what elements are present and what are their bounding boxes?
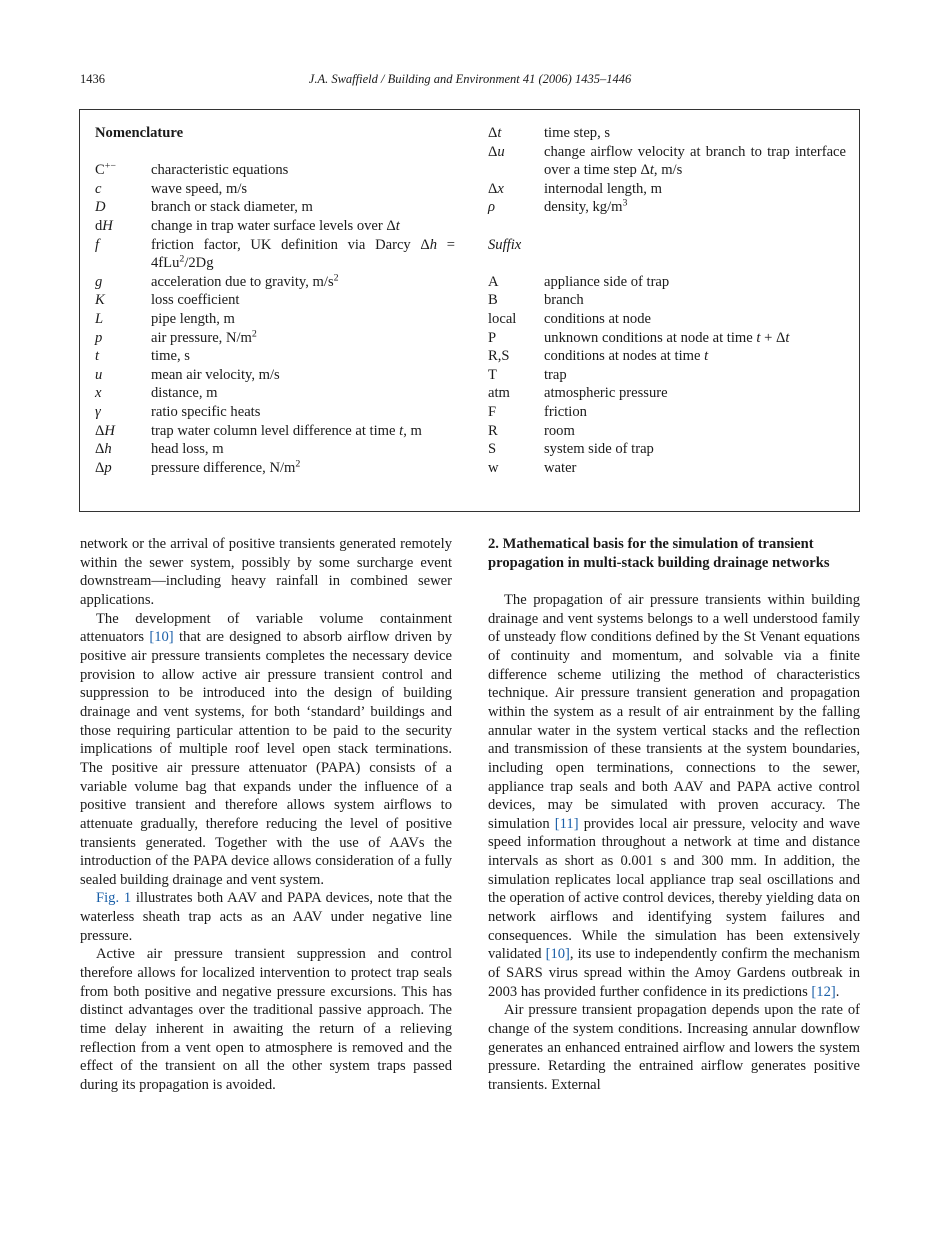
nom-row: Δx internodal length, m (488, 180, 662, 197)
right-text-column (488, 535, 860, 1095)
nom-row: Δt time step, s (488, 125, 611, 141)
citation-link[interactable]: [10] (149, 629, 174, 646)
nomenclature-right-column (488, 124, 846, 477)
suffix-row: S system side of trap (488, 441, 654, 458)
section-heading: 2. Mathematical basis for the simulation of transient propagation in multi-stack building drainage networks (488, 536, 830, 571)
left-text-column (80, 535, 452, 1095)
nom-row: K loss coefficient (95, 292, 240, 309)
nom-row: p air pressure, $N/m^2$ (95, 328, 257, 346)
paragraph: network or the arrival of positive transients generated remotely within the sewer system, possibly by some surcharge event downstream—including heavy rainfall in combined sewer applications. (80, 536, 452, 608)
paragraph: The propagation of air pressure transients within building drainage and vent systems belongs to a well understood family of unsteady flow conditions defined by the St Venant equations of continuity and momentum, and solvable via a finite difference scheme utilizing the method of characteristics technique. Air pressure transient generation and propagation within the system as a result of air entrainment by the falling annular water in the system vertical stacks and the reflection and transmission of these transients at the system boundaries, including open terminations, connections to the sewer, appliance trap seals and both AAV and PAPA active control devices, may be simulated with proven accuracy. The simulation [11] provides local air pressure, velocity and wave speed information throughout a network at time and distance intervals as short as 0.001 s and 300 mm. In addition, the simulation replicates local appliance trap seal oscillations and the operation of active control devices, thereby yielding data on network airflows and identifying system failures and consequences. While the simulation has been extensively validated [10], its use to independently confirm the mechanism of SARS virus spread within the Amoy Gardens outbreak in 2003 has provided further confidence in its predictions [12]. (488, 591, 861, 1000)
suffix-row: T trap (488, 366, 567, 383)
nom-row: g acceleration due to gravity, $m/s^2$ (95, 272, 339, 290)
running-title: J.A. Swaffield / Building and Environment 41 (2006) 1435–1446 (308, 72, 632, 86)
paragraph: The development of variable volume containment attenuators [10] that are designed to absorb airflow driven by positive air pressure transients completes the necessary device provision to allow active air pressure transient control and suppression to be introduced into the design of building drainage and vent systems, for both ‘standard’ buildings and those requiring particular attention to be paid to the security implications of multiple roof level open stack terminations. The positive air pressure attenuator (PAPA) consists of a variable volume bag that expands under the influence of a positive transient and therefore allows system airflows to attenuate gradually, therefore reducing the level of positive transients generated. Together with the use of AAVs the introduction of the PAPA device allows consideration of a fully sealed building drainage and vent system. (80, 610, 452, 888)
nom-row: ρ density, $kg/m^3$ (488, 197, 628, 216)
suffix-row: F friction (488, 403, 587, 420)
suffix-row: w water (488, 459, 577, 476)
nom-row: dH change in trap water surface levels over Δt (95, 217, 400, 234)
nom-row: L pipe length, m (95, 310, 235, 327)
nomenclature-title: Nomenclature (95, 125, 184, 141)
suffix-row: atm atmospheric pressure (488, 385, 668, 402)
nom-row: Δu change airflow velocity at branch to trap interface over a time step Δt, m/s (488, 143, 846, 179)
nom-row: t time, s (95, 348, 190, 365)
paragraph: Fig. 1 illustrates both AAV and PAPA devices, note that the waterless sheath trap acts as an AAV under negative line pressure. (80, 890, 452, 944)
figure-link[interactable]: Fig. 1 (96, 890, 132, 907)
suffix-row: R room (488, 422, 575, 439)
suffix-row: P unknown conditions at node at time t + Δt (488, 329, 790, 346)
nom-row: D branch or stack diameter, m (95, 199, 313, 216)
page-number: 1436 (80, 72, 105, 86)
nom-row: x distance, m (95, 385, 218, 402)
suffix-row: R,S conditions at nodes at time t (488, 348, 709, 365)
nom-row: γ ratio specific heats (95, 403, 261, 420)
nom-row: C+− characteristic equations (95, 160, 289, 179)
citation-link[interactable]: [11] (554, 815, 579, 832)
nom-row: Δp pressure difference, $N/m^2$ (95, 458, 301, 476)
citation-link[interactable]: [12] (811, 983, 836, 1000)
paragraph: Active air pressure transient suppression and control therefore allows for localized intervention to protect trap seals from both positive and negative pressure excursions. This has distinct advantages over the traditional passive approach. The time delay inherent in awaiting the return of a relieving reflection from a vent open to atmosphere is removed and the effect of the transient on all the other system traps passed during its propagation is avoided. (80, 946, 452, 1094)
suffix-title: Suffix (488, 236, 522, 253)
paragraph: Air pressure transient propagation depends upon the rate of change of the system conditions. Increasing annular downflow generates an enhanced entrained airflow and lowers the system pressure. Retarding the entrained airflow generates positive transients. External (488, 1002, 860, 1094)
nom-row: u mean air velocity, m/s (95, 366, 280, 383)
nom-row: Δh head loss, m (95, 441, 224, 458)
suffix-row: A appliance side of trap (488, 273, 670, 290)
citation-link[interactable]: [10] (545, 946, 570, 963)
nom-row: c wave speed, m/s (95, 180, 248, 197)
nomenclature-left-column (95, 124, 455, 477)
suffix-row: B branch (488, 292, 584, 309)
nomenclature-box (79, 109, 860, 512)
suffix-row: local conditions at node (488, 310, 652, 327)
nom-row: f friction factor, UK definition via Darcy Δh = 4fLu$^2$/2Dg (95, 236, 455, 272)
nom-row: ΔH trap water column level difference at time t, m (95, 422, 422, 439)
